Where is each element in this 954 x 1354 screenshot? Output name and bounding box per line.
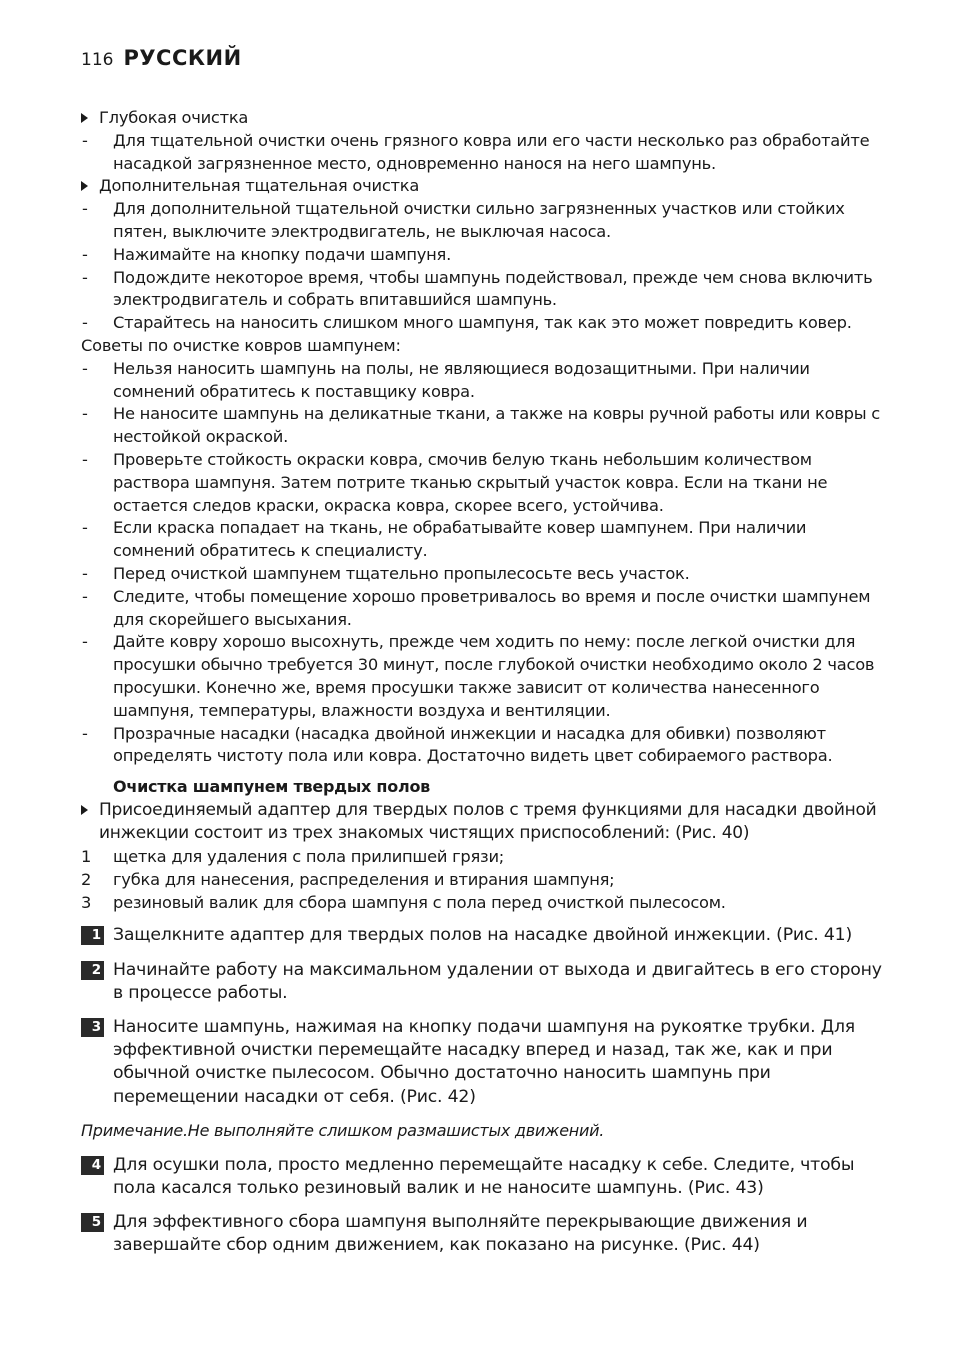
step-number-badge: 3	[81, 1018, 104, 1037]
list-item: - Старайтесь на наносить слишком много шампуня, так как это может повредить ковер.	[81, 312, 891, 335]
list-item: - Для дополнительной тщательной очистки сильно загрязненных участков или стойких пятен, выключите электродвигатель, не выключая насоса.	[82, 199, 845, 241]
dash-marker: -	[82, 723, 88, 743]
step-5	[81, 1211, 891, 1257]
step-text: Для осушки пола, просто медленно перемещайте насадку к себе. Следите, чтобы пола касался только резиновый валик и не наносите шампунь. (Рис. 43)	[113, 1154, 855, 1198]
item-number: 3	[81, 892, 92, 912]
dash-marker: -	[82, 518, 88, 538]
dash-marker: -	[82, 244, 88, 264]
dash-marker: -	[82, 313, 88, 333]
list-item: - Проверьте стойкость окраски ковра, смочив белую ткань небольшим количеством раствора шампуня. Затем потрите тканью скрытый участок ковра. Если на ткани не остается следов краски, окраска ковра, скорее всего, устойчива.	[82, 449, 828, 515]
list-item: - Не наносите шампунь на деликатные ткани, а также на ковры ручной работы или ковры с нестойкой окраской.	[82, 404, 880, 447]
list-item: - Дайте ковру хорошо высохнуть, прежде чем ходить по нему: после легкой очистки для просушки обычно требуется 30 минут, после глубокой очистки необходимо около 2 часов просушки. Конечно же, время просушки также зависит от количества нанесенного шампуня, температуры, влажности воздуха и вентиляции.	[82, 632, 875, 720]
dash-marker: -	[82, 586, 88, 606]
step-text: Защелкните адаптер для твердых полов на насадке двойной инжекции. (Рис. 41)	[113, 925, 852, 946]
dash-marker: -	[82, 130, 88, 150]
list-item: - Перед очисткой шампунем тщательно пропылесосьте весь участок.	[81, 563, 891, 586]
step-3	[81, 1016, 891, 1109]
list-item: - Подождите некоторое время, чтобы шампунь подействовал, прежде чем снова включить электродвигатель и собрать впитавшийся шампунь.	[82, 267, 873, 310]
step-number-badge: 1	[81, 926, 104, 945]
step-text: Наносите шампунь, нажимая на кнопку подачи шампуня на рукоятке трубки. Для эффективной очистки перемещайте насадку вперед и назад, так же, как и при обычной очистке пылесосом. Обычно достаточно наносить шампунь при перемещении насадки от себя. (Рис. 42)	[113, 1016, 855, 1107]
dash-marker: -	[82, 563, 88, 583]
language-title: РУССКИЙ	[123, 46, 242, 70]
section-extra-cleaning	[81, 175, 891, 198]
item-number: 2	[81, 869, 92, 889]
list-item: - Следите, чтобы помещение хорошо проветривалось во время и после очистки шампунем для скорейшего высыхания.	[82, 586, 871, 629]
tips-title: Советы по очистке ковров шампунем:	[81, 335, 401, 355]
content	[81, 107, 891, 1257]
step-number-badge: 2	[81, 961, 104, 980]
step-number-badge: 4	[81, 1156, 104, 1175]
bullet-triangle-icon	[81, 805, 88, 815]
dash-marker: -	[82, 199, 88, 219]
bullet-triangle-icon	[81, 181, 88, 191]
section-title: Дополнительная тщательная очистка	[99, 176, 420, 196]
section-deep-cleaning	[81, 107, 891, 130]
item-number: 1	[81, 846, 92, 866]
hard-floor-intro: Присоединяемый адаптер для твердых полов с тремя функциями для насадки двойной инжекции состоит из трех знакомых чистящих приспособлений: (Рис. 40)	[81, 799, 891, 846]
numbered-item: 3 резиновый валик для сбора шампуня с пола перед очисткой пылесосом.	[81, 892, 891, 915]
step-text: Начинайте работу на максимальном удалении от выхода и двигайтесь в его сторону в процессе работы.	[113, 959, 882, 1003]
step-4	[81, 1154, 891, 1200]
step-2	[81, 959, 891, 1005]
dash-marker: -	[82, 632, 88, 652]
dash-marker: -	[82, 449, 88, 469]
dash-marker: -	[82, 267, 88, 287]
list-item: - Нажимайте на кнопку подачи шампуня.	[81, 244, 891, 267]
step-text: Для эффективного сбора шампуня выполняйте перекрывающие движения и завершайте сбор одним движением, как показано на рисунке. (Рис. 44)	[113, 1211, 808, 1256]
numbered-item: 1 щетка для удаления с пола прилипшей грязи;	[81, 846, 891, 869]
page-header	[81, 46, 242, 76]
list-item: - Если краска попадает на ткань, не обрабатывайте ковер шампунем. При наличии сомнений обратитесь к специалисту.	[82, 518, 807, 561]
step-number-badge: 5	[81, 1213, 104, 1232]
page-number: 116	[81, 50, 114, 70]
numbered-item: 2 губка для нанесения, распределения и втирания шампуня;	[81, 869, 891, 892]
section-title: Глубокая очистка	[99, 108, 249, 127]
dash-marker: -	[82, 404, 88, 424]
list-item: - Прозрачные насадки (насадка двойной инжекции и насадка для обивки) позволяют определять чистоту пола или ковра. Достаточно видеть цвет собираемого раствора.	[82, 723, 833, 766]
subsection-title: Очистка шампунем твердых полов	[113, 777, 431, 797]
bullet-triangle-icon	[81, 113, 88, 123]
list-item: - Нельзя наносить шампунь на полы, не являющиеся водозащитными. При наличии сомнений обратитесь к поставщику ковра.	[82, 358, 810, 401]
step-1	[81, 924, 891, 947]
list-item: - Для тщательной очистки очень грязного ковра или его части несколько раз обработайте насадкой загрязненное место, одновременно нанося на него шампунь.	[82, 130, 870, 173]
note: Примечание.Не выполняйте слишком размашистых движений.	[81, 1120, 605, 1140]
dash-marker: -	[82, 358, 88, 378]
